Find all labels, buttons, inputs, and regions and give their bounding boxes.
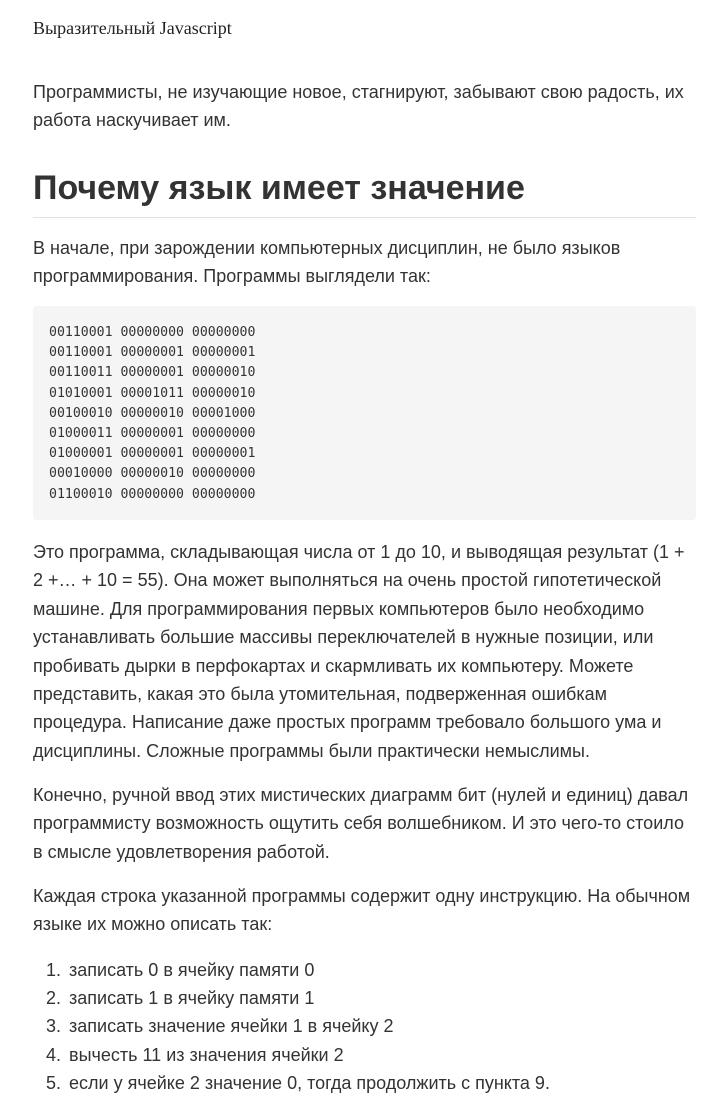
list-item-number: 2.: [45, 988, 61, 1009]
list-item-text: если у ячейке 2 значение 0, тогда продолжить с пункта 9.: [69, 1072, 550, 1093]
paragraph-3: Конечно, ручной ввод этих мистических диаграмм бит (нулей и единиц) давал программисту возможность ощутить себя волшебником. И это чего-то стоило в смысле удовлетворения работой.: [33, 785, 689, 862]
code-line: 00110001 00000000 00000000: [49, 325, 256, 340]
intro-paragraph: Программисты, не изучающие новое, стагнируют, забывают свою радость, их работа наскучивает им.: [33, 82, 684, 131]
code-line: 00110001 00000001 00000001: [49, 345, 256, 361]
code-line: 01000011 00000001 00000000: [49, 426, 256, 442]
list-item: [33, 984, 696, 1012]
list-item-number: 4.: [45, 1044, 61, 1065]
site-title[interactable]: Выразительный Javascript: [33, 18, 232, 38]
list-item-text: записать значение ячейки 1 в ячейку 2: [69, 1016, 394, 1037]
list-item: [33, 1069, 696, 1097]
code-block: [33, 306, 696, 520]
list-item-text: записать 0 в ячейку памяти 0: [69, 960, 315, 980]
list-item: [33, 1041, 696, 1069]
code-line: 01100010 00000000 00000000: [49, 486, 256, 502]
list-item-number: 5.: [45, 1072, 61, 1093]
code-line: 00110011 00000001 00000010: [49, 365, 256, 381]
list-item-text: записать 1 в ячейку памяти 1: [69, 988, 315, 1009]
list-item: [33, 956, 696, 984]
code-line: 01000001 00000001 00000001: [49, 446, 256, 462]
list-item: [33, 1012, 696, 1040]
instruction-list: [33, 956, 696, 1097]
section-heading: Почему язык имеет значение: [33, 166, 696, 218]
list-item-number: 3.: [45, 1016, 61, 1037]
code-line: 00010000 00000010 00000000: [49, 466, 256, 482]
code-line: 01010001 00001011 00000010: [49, 385, 256, 401]
paragraph-1: В начале, при зарождении компьютерных дисциплин, не было языков программирования. Программы выглядели так:: [33, 238, 621, 287]
code-line: 00100010 00000010 00001000: [49, 405, 256, 421]
paragraph-4: Каждая строка указанной программы содержит одну инструкцию. На обычном языке их можно описать так:: [33, 886, 691, 935]
paragraph-2: Это программа, складывающая числа от 1 до 10, и выводящая результат (1 + 2 +… + 10 = 55). Она может выполняться на очень простой гипотетической машине. Для программирования первых компьютеров было необходимо устанавливать большие массивы переключателей в нужные позиции, или пробивать дырки в перфокартах и скармливать их компьютеру. Можете представить, какая это была утомительная, подверженная ошибкам процедура. Написание даже простых программ требовало большого ума и дисциплины. Сложные программы были практически немыслимы.: [33, 542, 685, 761]
list-item-text: вычесть 11 из значения ячейки 2: [69, 1044, 344, 1065]
list-item-number: 1.: [45, 960, 61, 980]
